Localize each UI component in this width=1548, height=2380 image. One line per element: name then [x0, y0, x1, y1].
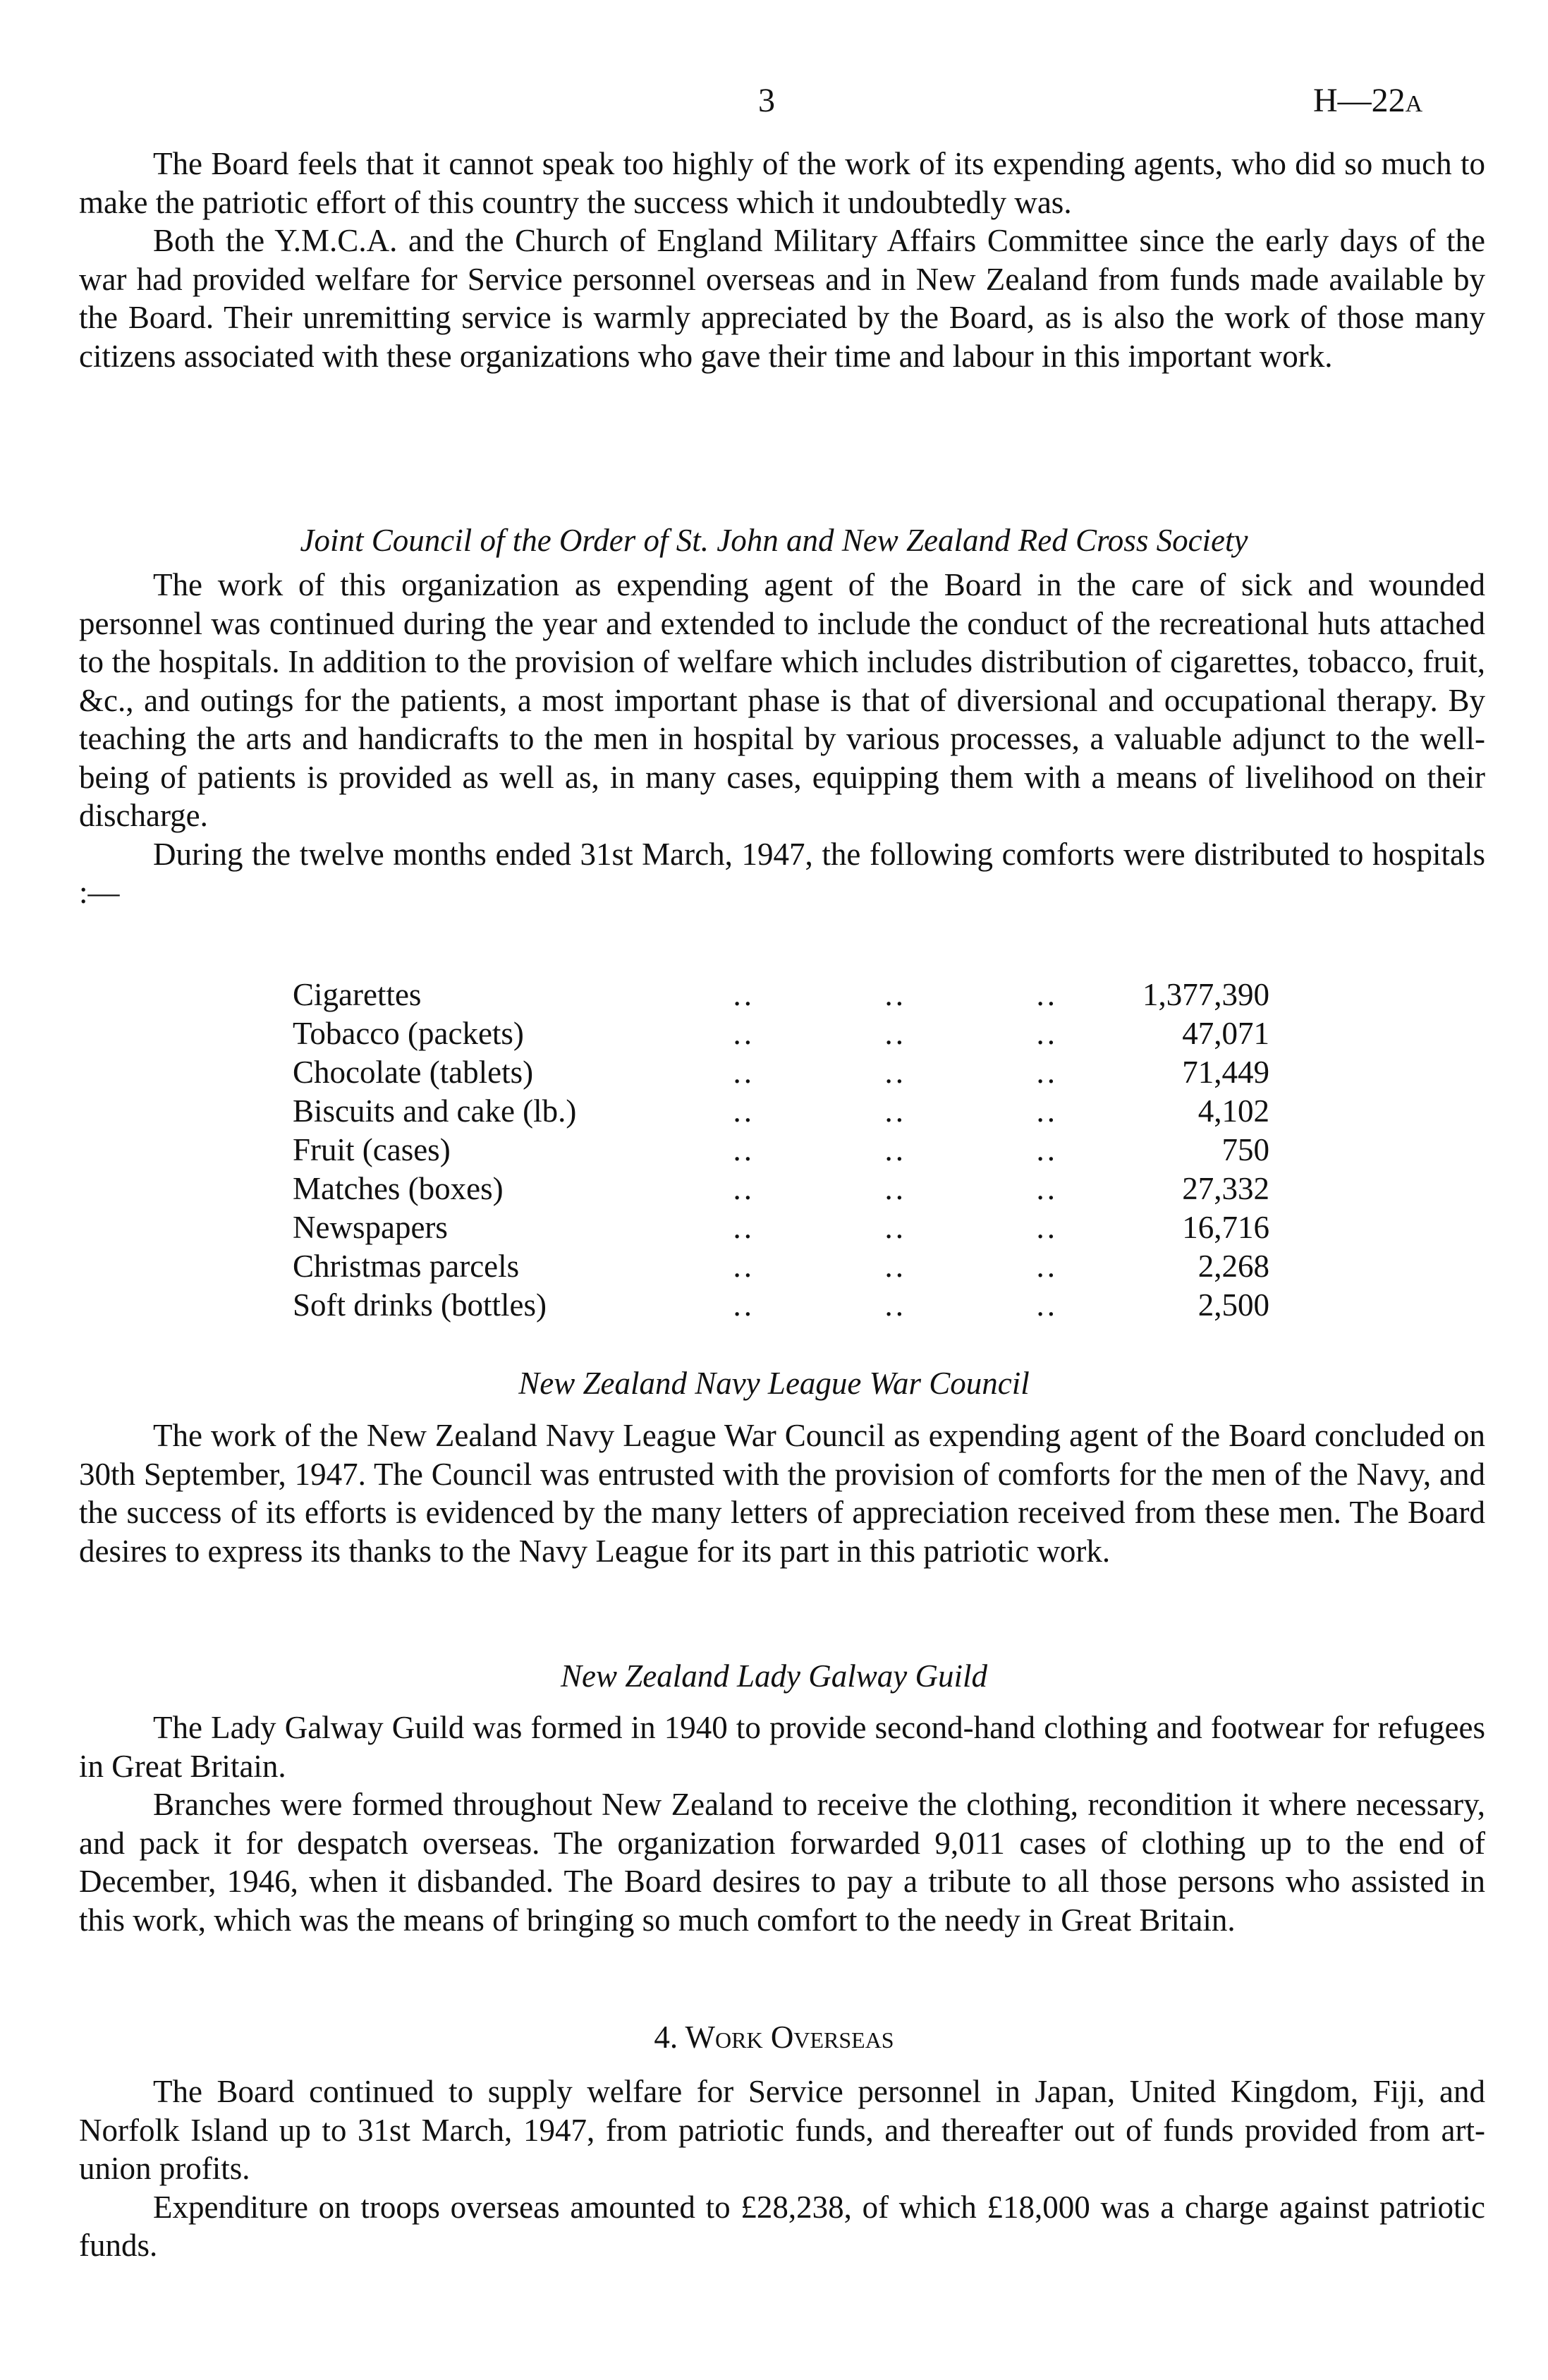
- leader-dots: ..: [884, 1287, 906, 1323]
- item-label: Chocolate (tablets): [293, 1055, 534, 1090]
- paragraph: The work of the New Zealand Navy League War Council as expending agent of the Board concluded on 30th September, 1947. The Council was entrusted with the provision of comforts for the men of the Navy, and the success of its efforts is evidenced by the many letters of appreciation received from these men. The Board desires to express its thanks to the Navy League for its part in this patriotic work.: [79, 1418, 1485, 1569]
- leader-dots: ..: [884, 977, 906, 1012]
- item-quantity: 750: [1221, 1132, 1269, 1167]
- section-heading-work-overseas: 4. Work Overseas: [654, 2020, 894, 2055]
- item-label: Biscuits and cake (lb.): [293, 1093, 577, 1129]
- leader-dots: ..: [1036, 1093, 1058, 1129]
- section-heading-joint-council: Joint Council of the Order of St. John and New Zealand Red Cross Society: [300, 523, 1248, 558]
- comforts-table: [293, 976, 1269, 1325]
- item-label: Soft drinks (bottles): [293, 1287, 547, 1323]
- item-label: Christmas parcels: [293, 1249, 520, 1284]
- navy-league-section: [79, 1416, 1485, 1570]
- leader-dots: ..: [884, 1171, 906, 1206]
- table-row: [293, 1247, 1269, 1286]
- leader-dots: ..: [884, 1093, 906, 1129]
- leader-dots: ..: [884, 1210, 906, 1245]
- page-number: 3: [758, 82, 775, 119]
- paragraph: Expenditure on troops overseas amounted to £28,238, of which £18,000 was a charge against patriotic funds.: [79, 2189, 1485, 2263]
- paragraph: During the twelve months ended 31st March, 1947, the following comforts were distributed to hospitals :—: [79, 836, 1485, 910]
- item-quantity: 71,449: [1182, 1055, 1269, 1090]
- table-row: [293, 1286, 1269, 1325]
- leader-dots: ..: [733, 1210, 755, 1245]
- document-reference: [1313, 81, 1422, 120]
- item-quantity: 27,332: [1182, 1171, 1269, 1206]
- leader-dots: ..: [1036, 1132, 1058, 1167]
- leader-dots: ..: [1036, 977, 1058, 1012]
- work-overseas-section: [79, 2072, 1485, 2265]
- item-quantity: 2,268: [1197, 1249, 1269, 1284]
- table-row: [293, 1131, 1269, 1170]
- item-quantity: 16,716: [1182, 1210, 1269, 1245]
- table-row: [293, 1053, 1269, 1092]
- lady-galway-section: [79, 1708, 1485, 1939]
- item-label: Cigarettes: [293, 977, 422, 1012]
- item-label: Matches (boxes): [293, 1171, 504, 1206]
- paragraph: The Board feels that it cannot speak too highly of the work of its expending agents, who did so much to make the patriotic effort of this country the success which it undoubtedly was.: [79, 146, 1485, 220]
- leader-dots: ..: [1036, 1287, 1058, 1323]
- item-quantity: 4,102: [1197, 1093, 1269, 1129]
- table-row: [293, 1208, 1269, 1247]
- section-heading-lady-galway: New Zealand Lady Galway Guild: [561, 1658, 987, 1694]
- leader-dots: ..: [733, 1093, 755, 1129]
- leader-dots: ..: [1036, 1016, 1058, 1051]
- leader-dots: ..: [733, 1132, 755, 1167]
- table-row: [293, 1014, 1269, 1053]
- leader-dots: ..: [1036, 1210, 1058, 1245]
- leader-dots: ..: [884, 1132, 906, 1167]
- leader-dots: ..: [884, 1055, 906, 1090]
- leader-dots: ..: [1036, 1055, 1058, 1090]
- leader-dots: ..: [733, 1055, 755, 1090]
- leader-dots: ..: [884, 1249, 906, 1284]
- item-label: Fruit (cases): [293, 1132, 451, 1167]
- leader-dots: ..: [1036, 1171, 1058, 1206]
- leader-dots: ..: [733, 1171, 755, 1206]
- leader-dots: ..: [733, 977, 755, 1012]
- paragraph: The Board continued to supply welfare for Service personnel in Japan, United Kingdom, Fiji, and Norfolk Island up to 31st March, 1947, from patriotic funds, and thereafter out of funds provided from art-union profits.: [79, 2074, 1485, 2186]
- paragraph: Both the Y.M.C.A. and the Church of England Military Affairs Committee since the early days of the war had provided welfare for Service personnel overseas and in New Zealand from funds made available by the Board. Their unremitting service is warmly appreciated by the Board, as is also the work of those many citizens associated with these organizations who gave their time and labour in this important work.: [79, 223, 1485, 374]
- leader-dots: ..: [1036, 1249, 1058, 1284]
- leader-dots: ..: [733, 1249, 755, 1284]
- table-row: [293, 1092, 1269, 1131]
- leader-dots: ..: [884, 1016, 906, 1051]
- paragraph: The work of this organization as expending agent of the Board in the care of sick and wounded personnel was continued during the year and extended to include the conduct of the recreational huts attached to the hospitals. In addition to the provision of welfare which includes distribution of cigarettes, tobacco, fruit, &c., and outings for the patients, a most important phase is that of diversional and occupational therapy. By teaching the arts and handicrafts to the men in hospital by various processes, a valuable adjunct to the well-being of patients is provided as well as, in many cases, equipping them with a means of livelihood on their discharge.: [79, 567, 1485, 833]
- doc-ref-suffix: A: [1405, 91, 1423, 117]
- table-row: [293, 1170, 1269, 1208]
- item-quantity: 1,377,390: [1142, 977, 1269, 1012]
- leader-dots: ..: [733, 1287, 755, 1323]
- item-label: Newspapers: [293, 1210, 448, 1245]
- doc-ref-main: H—22: [1313, 82, 1406, 119]
- item-quantity: 2,500: [1197, 1287, 1269, 1323]
- intro-section: [79, 145, 1485, 375]
- paragraph: Branches were formed throughout New Zealand to receive the clothing, recondition it where necessary, and pack it for despatch overseas. The organization forwarded 9,011 cases of clothing up to the end of December, 1946, when it disbanded. The Board desires to pay a tribute to all those persons who assisted in this work, which was the means of bringing so much comfort to the needy in Great Britain.: [79, 1787, 1485, 1938]
- section-heading-navy-league: New Zealand Navy League War Council: [518, 1366, 1030, 1401]
- leader-dots: ..: [733, 1016, 755, 1051]
- item-quantity: 47,071: [1182, 1016, 1269, 1051]
- item-label: Tobacco (packets): [293, 1016, 524, 1051]
- table-row: [293, 976, 1269, 1014]
- paragraph: The Lady Galway Guild was formed in 1940 to provide second-hand clothing and footwear for refugees in Great Britain.: [79, 1710, 1485, 1784]
- joint-council-section: [79, 566, 1485, 912]
